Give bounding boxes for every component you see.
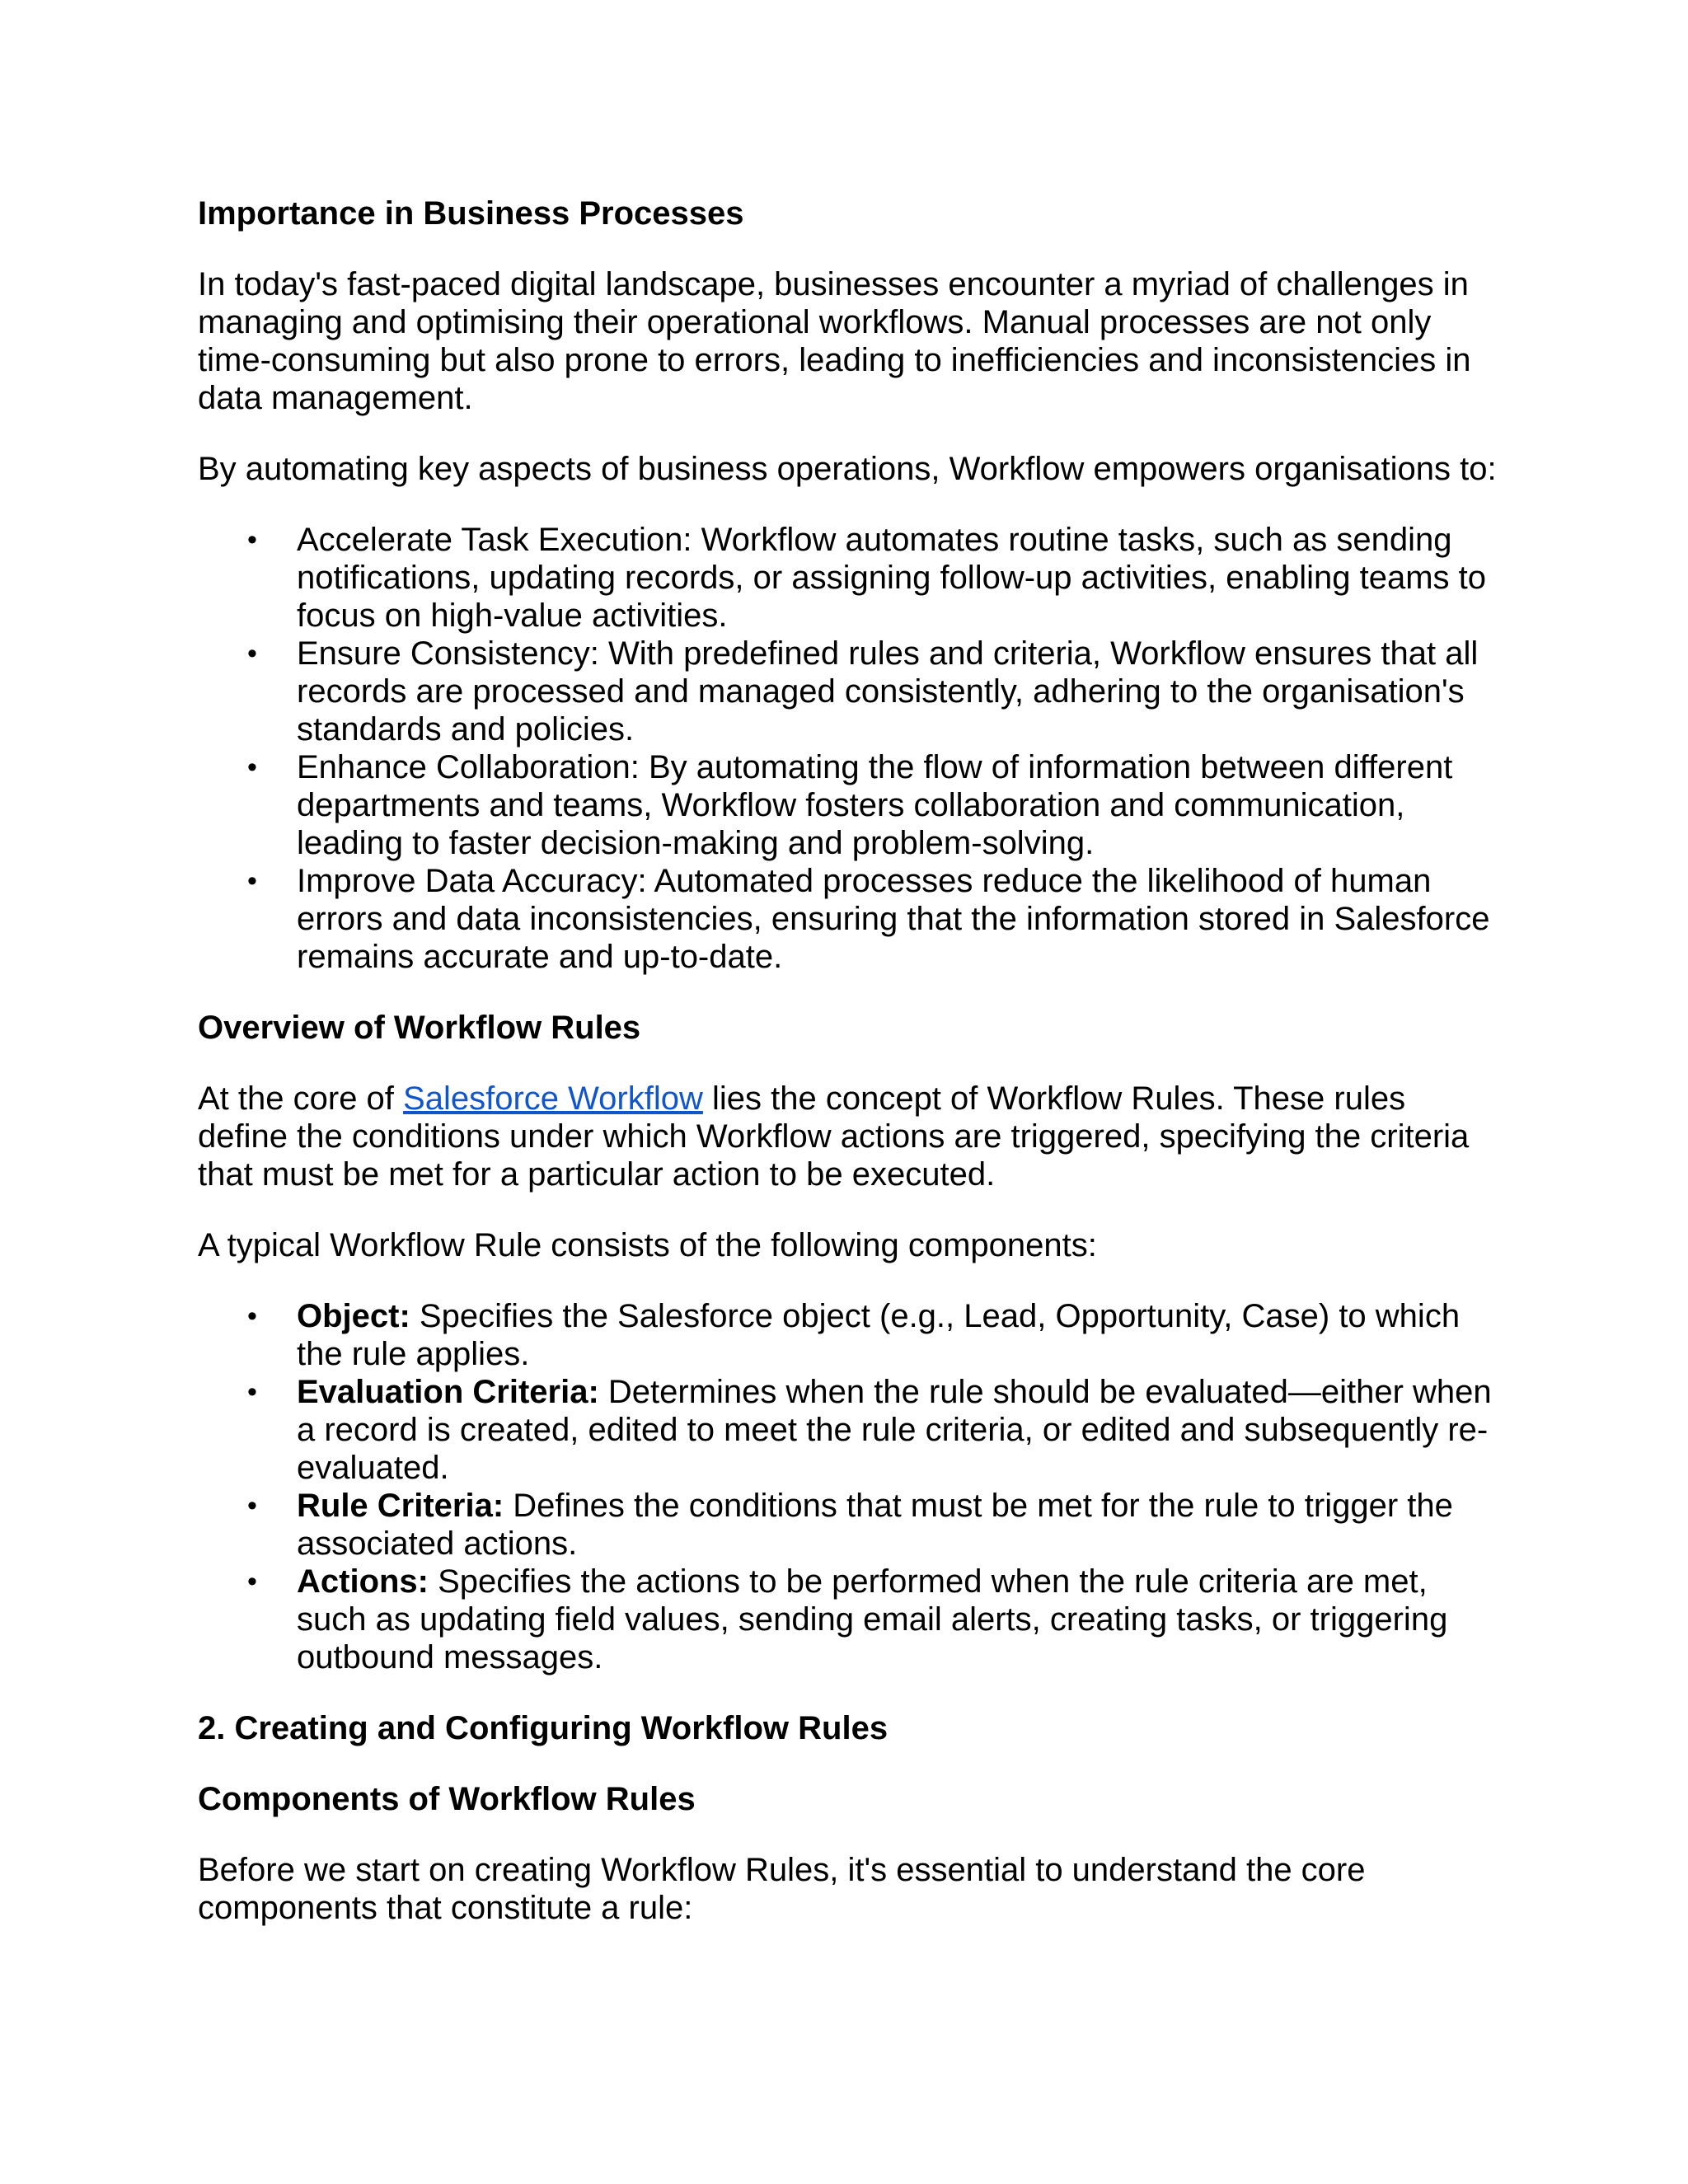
bullet-icon: • — [247, 752, 257, 783]
component-term: Actions: — [297, 1563, 429, 1600]
paragraph-overview-intro: At the core of Salesforce Workflow lies the concept of Workflow Rules. These rules define the conditions under which Workflow actions are triggered, specifying the criteria that must be met for a particular action to be executed. — [198, 1080, 1470, 1193]
paragraph-overview-lead: A typical Workflow Rule consists of the following components: — [198, 1227, 1097, 1263]
list-item — [198, 1373, 1500, 1487]
paragraph-importance-lead: By automating key aspects of business operations, Workflow empowers organisations to: — [198, 451, 1497, 487]
heading-overview: Overview of Workflow Rules — [198, 1010, 641, 1046]
heading-importance: Importance in Business Processes — [198, 195, 744, 232]
component-desc: Defines the conditions that must be met for the rule to trigger the associated actions. — [297, 1488, 1453, 1562]
bullet-icon: • — [247, 1301, 257, 1332]
list-item — [198, 1487, 1500, 1563]
component-desc: Specifies the Salesforce object (e.g., Lead, Opportunity, Case) to which the rule applies. — [297, 1298, 1461, 1372]
list-item-text: Accelerate Task Execution: Workflow automates routine tasks, such as sending notifications, updating records, or assigning follow-up activities, enabling teams to focus on high-value activities. — [297, 522, 1487, 634]
heading-creating: 2. Creating and Configuring Workflow Rules — [198, 1710, 889, 1746]
document-page — [198, 194, 1500, 1960]
paragraph-components-intro: Before we start on creating Workflow Rules, it's essential to understand the core components that constitute a rule: — [198, 1852, 1366, 1926]
list-item-text: Improve Data Accuracy: Automated processes reduce the likelihood of human errors and data inconsistencies, ensuring that the information stored in Salesforce remains accurate and up-to-date. — [297, 863, 1490, 975]
benefits-list — [198, 521, 1500, 976]
list-item — [198, 1563, 1500, 1676]
list-item-text: Enhance Collaboration: By automating the flow of information between different departments and teams, Workflow fosters collaboration and communication, leading to faster decision-making and problem-solving. — [297, 749, 1453, 861]
components-list — [198, 1297, 1500, 1676]
salesforce-workflow-link[interactable]: Salesforce Workflow — [403, 1080, 703, 1117]
component-term: Rule Criteria: — [297, 1488, 504, 1524]
bullet-icon: • — [247, 1490, 257, 1521]
list-item — [198, 748, 1500, 862]
bullet-icon: • — [247, 638, 257, 669]
component-desc: Determines when the rule should be evaluated—either when a record is created, edited to meet the rule criteria, or edited and subsequently re-evaluated. — [297, 1374, 1492, 1486]
bullet-icon: • — [247, 524, 257, 555]
bullet-icon: • — [247, 865, 257, 897]
list-item-text: Ensure Consistency: With predefined rules and criteria, Workflow ensures that all records are processed and managed consistently, adhering to the organisation's standards and policies. — [297, 635, 1479, 748]
component-desc: Specifies the actions to be performed when the rule criteria are met, such as updating field values, sending email alerts, creating tasks, or triggering outbound messages. — [297, 1563, 1448, 1675]
heading-components: Components of Workflow Rules — [198, 1781, 696, 1817]
list-item — [198, 862, 1500, 976]
bullet-icon: • — [247, 1566, 257, 1597]
list-item — [198, 521, 1500, 635]
paragraph-importance-intro: In today's fast-paced digital landscape, businesses encounter a myriad of challenges in managing and optimising their operational workflows. Manual processes are not only time-consuming but also prone to errors, leading to inefficiencies and inconsistencies in data management. — [198, 266, 1471, 416]
list-item — [198, 1297, 1500, 1373]
list-item — [198, 635, 1500, 748]
component-term: Evaluation Criteria: — [297, 1374, 599, 1410]
bullet-icon: • — [247, 1376, 257, 1408]
component-term: Object: — [297, 1298, 410, 1334]
